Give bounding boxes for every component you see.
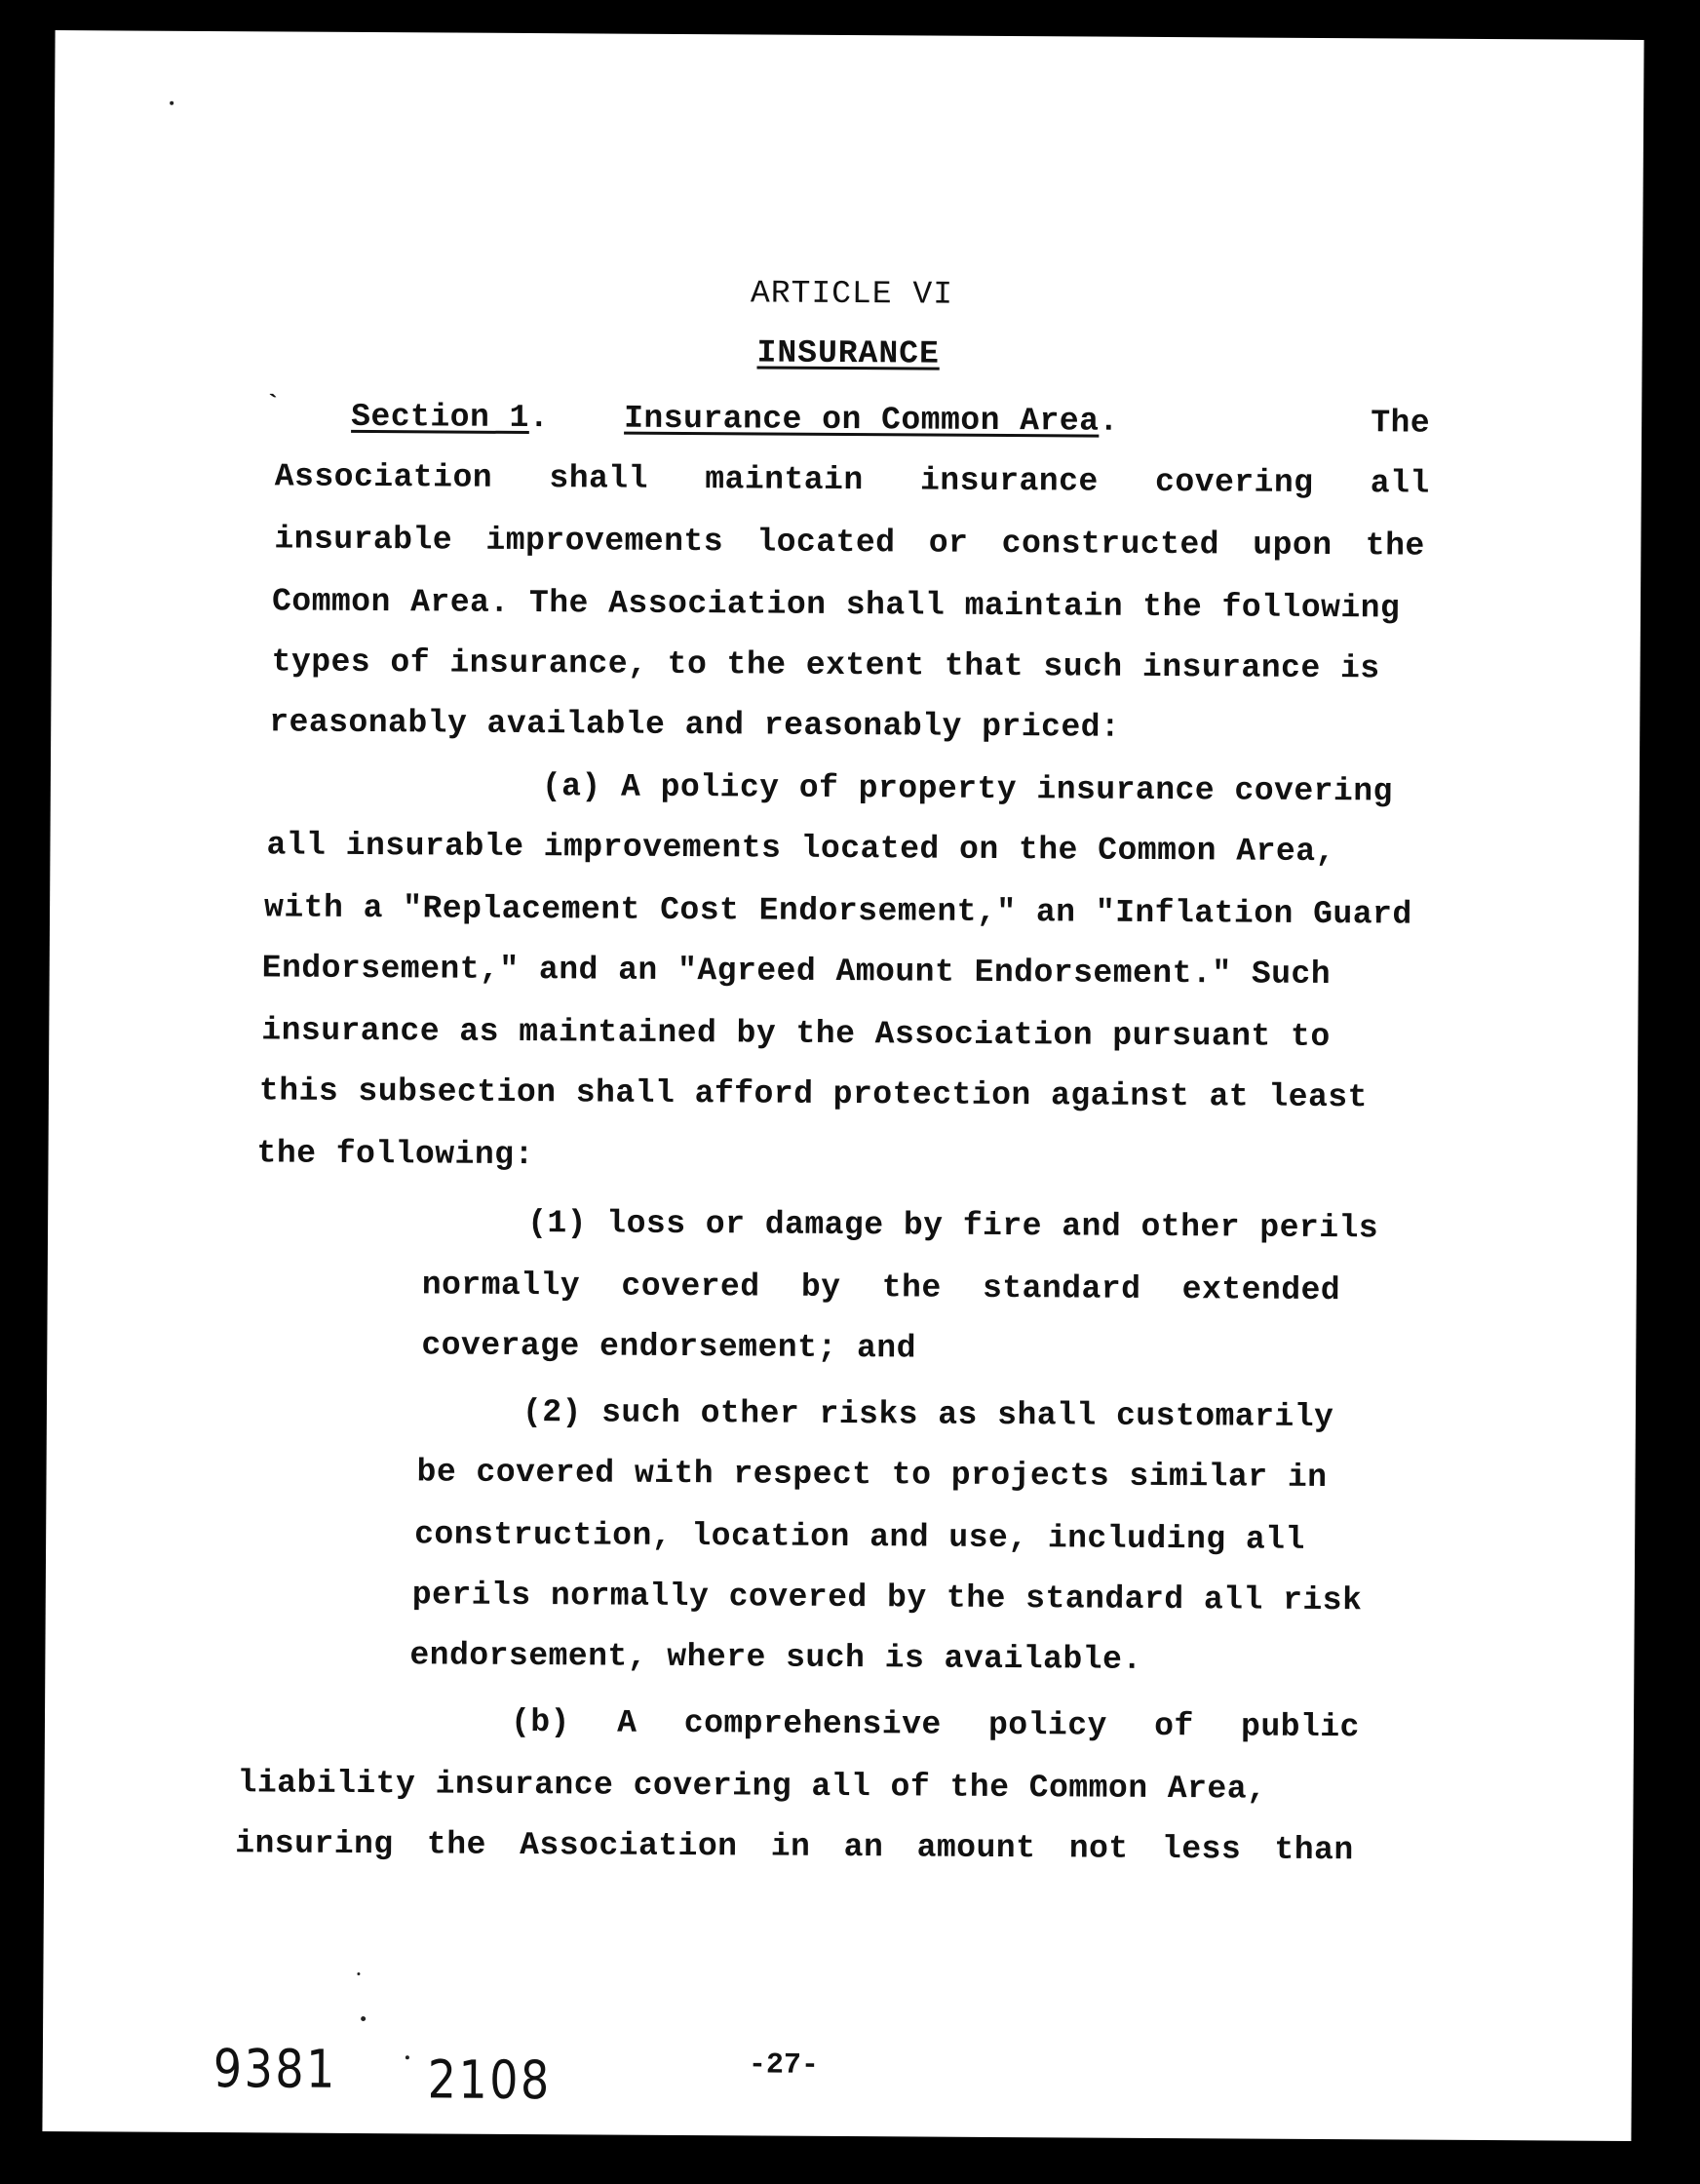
subsection-a-line: insurance as maintained by the Association pursuant to xyxy=(261,1012,1331,1056)
word: all xyxy=(1370,465,1430,502)
stamp-right: 2108 xyxy=(427,2048,552,2112)
section-1-line: reasonably available and reasonably priced: xyxy=(269,704,1121,746)
word: insurance xyxy=(919,462,1099,500)
subsection-a-line: with a "Replacement Cost Endorsement," an "Inflation Guard xyxy=(263,889,1412,933)
word: covering xyxy=(1154,463,1314,501)
item-1-line: (1) loss or damage by fire and other perils xyxy=(527,1205,1379,1247)
word: shall xyxy=(549,460,649,497)
section-1-marker: ` xyxy=(265,390,282,420)
subsection-a-line: all insurable improvements located on the Common Area, xyxy=(266,827,1335,871)
item-1-line: coverage endorsement; and xyxy=(421,1327,917,1367)
stamp-left: 9381 xyxy=(212,2038,338,2100)
word: maintain xyxy=(705,461,864,499)
word: Association xyxy=(274,458,493,496)
scan-speck xyxy=(361,2016,366,2021)
page-number: -27- xyxy=(748,2048,819,2083)
section-1-first-word: The xyxy=(1371,405,1431,442)
subsection-a-line: (a) A policy of property insurance covering xyxy=(541,768,1394,810)
subsection-a-line: Endorsement," and an "Agreed Amount Endorsement." Such xyxy=(261,950,1332,994)
subsection-a-line: this subsection shall afford protection against at least xyxy=(258,1072,1369,1116)
item-1-line: normally covered by the standard extended xyxy=(421,1267,1341,1309)
item-2-line: construction, location and use, including all xyxy=(414,1516,1305,1558)
section-1-line: Common Area. The Association shall maintain the following xyxy=(271,583,1401,627)
section-1-line: types of insurance, to the extent that such insurance is xyxy=(271,644,1380,687)
item-2-line: endorsement, where such is available. xyxy=(409,1637,1142,1678)
section-1-label: Section 1. xyxy=(351,398,550,437)
item-2-line: (2) such other risks as shall customarily xyxy=(522,1393,1334,1436)
article-title: ARTICLE VI xyxy=(750,275,954,313)
document-page xyxy=(42,30,1643,2141)
section-1-line: insurable improvements located or constructed upon the xyxy=(274,521,1425,565)
subsection-b-line: insuring the Association in an amount not less than xyxy=(235,1825,1354,1869)
scan-speck xyxy=(357,1972,360,1975)
item-2-line: perils normally covered by the standard all risk xyxy=(411,1577,1363,1619)
section-1-heading: Insurance on Common Area. xyxy=(624,400,1119,440)
section-1-heading-line xyxy=(265,390,1431,442)
scan-speck xyxy=(406,2055,409,2059)
article-subtitle: INSURANCE xyxy=(756,334,940,372)
subsection-a-line: the following: xyxy=(256,1135,534,1174)
section-1-line xyxy=(274,458,1430,502)
scan-speck xyxy=(170,101,174,105)
item-2-line: be covered with respect to projects similar in xyxy=(416,1454,1328,1497)
subsection-b-line: (b) A comprehensive policy of public xyxy=(510,1703,1361,1746)
subsection-b-line: liability insurance covering all of the Common Area, xyxy=(237,1765,1267,1808)
